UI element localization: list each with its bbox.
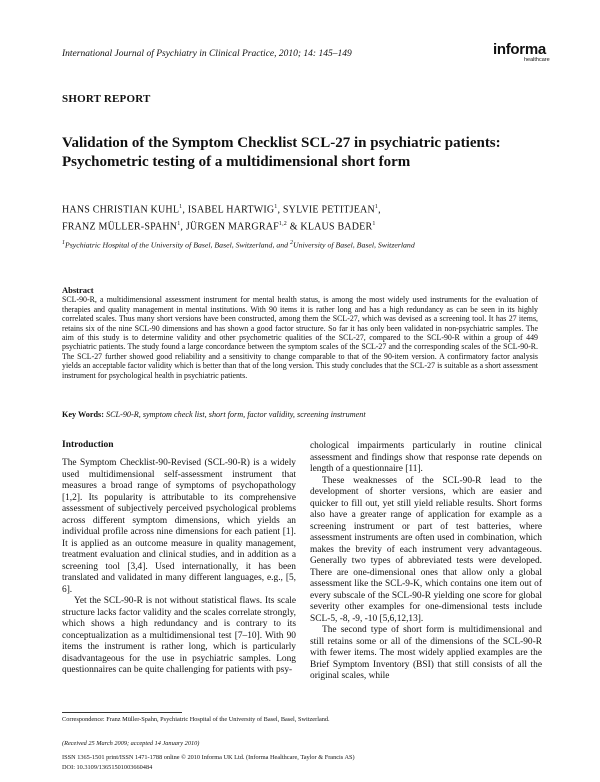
keywords [62, 410, 538, 420]
logo-brand: informa [493, 41, 546, 58]
author-3-affil: 1 [374, 204, 379, 210]
abstract-text: SCL-90-R, a multidimensional assessment instrument for mental health status, is among the most widely used instruments for the evaluation of therapies and quality management in mental institutions. With 90 items it is rather long and has a high redundancy as can be seen in its highly correlated scales. Thus many short versions have been constructed, among them the SCL-27, which was devised as a screening tool. It has 27 items, retains six of the nine SCL-90 dimensions and has shown a good factor structure. So far it has only been validated in non-psychiatric samples. The aim of this study is to determine validity and other psychometric qualities of the SCL-27, compared to the SCL-90-R within a group of 449 psychiatric patients. The study found a large concordance between the symptom scales of the SCL-27 and the corresponding scales of the SCL-90-R. The SCL-27 further showed good reliability and a sensitivity to change comparable to that of the 90-item version. A confirmatory factor analysis yields an acceptable factor validity which is better than that of the long version. This study concludes that the SCL-27 is suitable as a short assessment instrument for psychological health in psychiatric patients. [62, 295, 538, 380]
author-2-affil: 1 [274, 204, 278, 210]
author-5: JÜRGEN MARGRAF [185, 221, 279, 233]
title-line-2: Psychometric testing of a multidimensional short form [62, 154, 411, 170]
keywords-label: Key Words: [62, 410, 104, 419]
affil-2-marker: 2 [290, 240, 294, 246]
author-3: SYLVIE PETITJEAN [282, 204, 375, 216]
author-separator: , [180, 221, 186, 233]
affil-1: Psychiatric Hospital of the University of Basel, Basel, Switzerland, and [65, 240, 291, 250]
affil-1-marker: 1 [62, 240, 65, 246]
introduction-heading: Introduction [62, 440, 114, 450]
affiliations [62, 238, 542, 251]
intro-paragraph-1: The Symptom Checklist-90-Revised (SCL-90-R) is a widely used multidimensional self-assessment instrument that measures a broad range of symptoms of psychopathology [1,2]. Its popularity is attributable to its comprehensive assessment of subjectively perceived psychological problems across different symptom dimensions, which yields an individual profile across nine dimensions for each patient [1]. It is applied as an outcome measure in quality management, treatment evaluation and clinical studies, and in addition as a screening tool [3,4]. Used internationally, it has been translated and validated in many different languages, e.g., [5, 6]. [62, 458, 296, 595]
intro-paragraph-3: These weaknesses of the SCL-90-R lead to the development of shorter versions, which are easier and quicker to fill out, yet still yield reliable results. Short forms also have a greater range of application for example as a screening instrument or part of test batteries, where assessment instruments are often used in combination, which makes the brevity of each instrument very advantageous. Generally two types of abbreviated tests were developed. There are one-dimensional ones that allow only a global assessment like the SCL-9-K, which contains one item out of every subscale of the SCL-90-R yielding one score for global severity other examples for one-dimensional tests include SCL-5, -8, -9, -10 [5,6,12,13]. [310, 475, 542, 624]
journal-citation: International Journal of Psychiatry in Clinical Practice, 2010; 14: 145–149 [62, 49, 352, 59]
author-2: ISABEL HARTWIG [187, 204, 275, 216]
abstract-heading: Abstract [62, 285, 94, 295]
section-label: SHORT REPORT [62, 93, 151, 105]
issn-line: ISSN 1365-1501 print/ISSN 1471-1788 online © 2010 Informa UK Ltd. (Informa Healthcare, Taylor & Francis AS) [62, 754, 355, 761]
author-separator: , [378, 204, 381, 216]
author-separator: , [182, 204, 188, 216]
intro-paragraph-4: The second type of short form is multidimensional and still retains some or all of the dimensions of the SCL-90-R with fewer items. The most widely applied examples are the Brief Symptom Inventory (BSI) that still consists of all the original scales, while [310, 625, 542, 681]
logo-subtitle: healthcare [524, 57, 550, 63]
body-column-left [62, 458, 296, 677]
intro-paragraph-2: Yet the SCL-90-R is not without statistical flaws. Its scale structure lacks factor validity and the scales correlate strongly, which shows a high redundancy and is contrary to its conceptualization as a multidimensional test [7–10]. With 90 items the instrument is rather long, which is particularly disadvantageous for the use in psychiatric samples. Long questionnaires can be quite challenging for patients with psy- [62, 596, 296, 675]
intro-paragraph-2-continued: chological impairments particularly in routine clinical assessment and findings show that response rate depends on length of a questionnaire [11]. [310, 441, 542, 474]
author-separator: , [277, 204, 283, 216]
author-list [62, 200, 542, 235]
author-5-affil: 1,2 [278, 221, 288, 228]
correspondence-note: Correspondence: Franz Müller-Spahn, Psychiatric Hospital of the University of Basel, Basel, Switzerland. [62, 716, 330, 723]
affil-2: University of Basel, Basel, Switzerland [293, 240, 415, 250]
keywords-values: SCL-90-R, symptom check list, short form, factor validity, screening instrument [105, 410, 366, 419]
author-ampersand: & [287, 221, 301, 233]
author-1: HANS CHRISTIAN KUHL [62, 204, 180, 216]
author-6: KLAUS BADER [300, 221, 373, 233]
title-line-1: Validation of the Symptom Checklist SCL-27 in psychiatric patients: [62, 135, 501, 151]
body-column-right [310, 441, 542, 683]
article-title [62, 134, 552, 172]
author-6-affil: 1 [372, 221, 376, 228]
received-dates: (Received 25 March 2009; accepted 14 January 2010) [62, 740, 200, 747]
doi-line: DOI: 10.3109/13651501003660484 [62, 764, 153, 771]
abstract [62, 286, 538, 380]
author-4: FRANZ MÜLLER-SPAHN [62, 221, 178, 233]
footnote-rule [62, 712, 182, 713]
publisher-logo [493, 42, 557, 64]
author-1-affil: 1 [179, 204, 183, 210]
author-4-affil: 1 [177, 221, 181, 228]
